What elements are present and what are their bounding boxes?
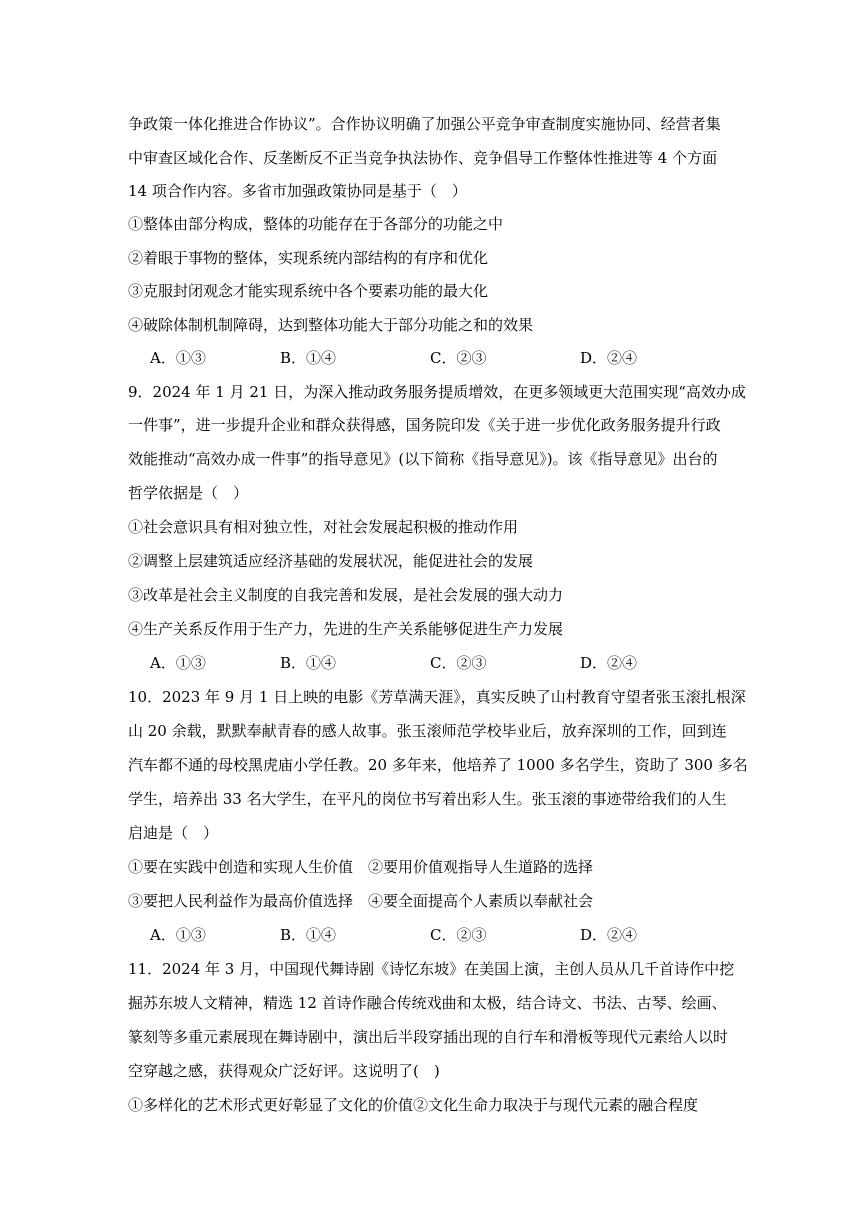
q11-stem-line: 空穿越之感，获得观众广泛好评。这说明了( ) bbox=[128, 1062, 440, 1080]
q9-option-c: C．②③ bbox=[430, 654, 487, 672]
q9-stem-line: 一件事”，进一步提升企业和群众获得感，国务院印发《关于进一步优化政务服务提升行政 bbox=[128, 416, 721, 434]
q8-option-a: A．①③ bbox=[150, 349, 206, 367]
q10-stem-line: 学生，培养出 33 名大学生，在平凡的岗位书写着出彩人生。张玉滚的事迹带给我们的人生 bbox=[128, 790, 727, 808]
q11-stem-line: 掘苏东坡人文精神，精选 12 首诗作融合传统戏曲和太极，结合诗文、书法、古琴、绘画、 bbox=[128, 994, 727, 1012]
q10-option-d: D．②④ bbox=[580, 926, 638, 944]
q10-option-c: C．②③ bbox=[430, 926, 487, 944]
q9-option-b: B．①④ bbox=[280, 654, 337, 672]
q11-stem-line: 篆刻等多重元素展现在舞诗剧中，演出后半段穿插出现的自行车和滑板等现代元素给人以时 bbox=[128, 1028, 729, 1046]
q10-stem-line: 汽车都不通的母校黑虎庙小学任教。20 多年来，他培养了 1000 多名学生，资助了 300 多名 bbox=[128, 756, 748, 774]
q8-stem-line: 14 项合作内容。多省市加强政策协同是基于（ ） bbox=[128, 182, 467, 200]
q10-option-b: B．①④ bbox=[280, 926, 337, 944]
q8-stem-line: 争政策一体化推进合作协议”。合作协议明确了加强公平竞争审查制度实施协同、经营者集 bbox=[128, 115, 721, 133]
q10-items-row-2: ③要把人民利益作为最高价值选择 ④要全面提高个人素质以奉献社会 bbox=[128, 892, 594, 910]
q11-stem-line: 11．2024 年 3 月，中国现代舞诗剧《诗忆东坡》在美国上演，主创人员从几千首诗作中挖 bbox=[128, 960, 735, 978]
q8-item-1: ①整体由部分构成，整体的功能存在于各部分的功能之中 bbox=[128, 215, 504, 233]
q8-options bbox=[150, 348, 710, 368]
q9-options bbox=[150, 653, 710, 673]
q8-option-b: B．①④ bbox=[280, 349, 337, 367]
q10-stem-line: 启迪是（ ） bbox=[128, 824, 219, 842]
q8-item-4: ④破除体制机制障碍，达到整体功能大于部分功能之和的效果 bbox=[128, 316, 534, 334]
q8-option-d: D．②④ bbox=[580, 349, 638, 367]
q10-stem-line: 10．2023 年 9 月 1 日上映的电影《芳草满天涯》，真实反映了山村教育守望者张玉滚扎根深 bbox=[128, 688, 746, 706]
q9-stem-line: 9．2024 年 1 月 21 日，为深入推动政务服务提质增效，在更多领域更大范围实现“高效办成 bbox=[128, 383, 746, 401]
q11-items-row-1: ①多样化的艺术形式更好彰显了文化的价值②文化生命力取决于与现代元素的融合程度 bbox=[128, 1096, 699, 1114]
q8-item-2: ②着眼于事物的整体，实现系统内部结构的有序和优化 bbox=[128, 249, 489, 267]
q9-option-d: D．②④ bbox=[580, 654, 638, 672]
q9-item-4: ④生产关系反作用于生产力，先进的生产关系能够促进生产力发展 bbox=[128, 620, 564, 638]
q9-item-2: ②调整上层建筑适应经济基础的发展状况，能促进社会的发展 bbox=[128, 552, 534, 570]
q10-options bbox=[150, 925, 710, 945]
q9-option-a: A．①③ bbox=[150, 654, 206, 672]
q9-stem-line: 哲学依据是（ ） bbox=[128, 484, 249, 502]
q9-item-1: ①社会意识具有相对独立性，对社会发展起积极的推动作用 bbox=[128, 518, 519, 536]
q9-item-3: ③改革是社会主义制度的自我完善和发展，是社会发展的强大动力 bbox=[128, 586, 564, 604]
q8-item-3: ③克服封闭观念才能实现系统中各个要素功能的最大化 bbox=[128, 282, 489, 300]
q10-items-row-1: ①要在实践中创造和实现人生价值 ②要用价值观指导人生道路的选择 bbox=[128, 858, 594, 876]
q8-option-c: C．②③ bbox=[430, 349, 487, 367]
q10-stem-line: 山 20 余载，默默奉献青春的感人故事。张玉滚师范学校毕业后，放弃深圳的工作，回到连 bbox=[128, 722, 727, 740]
q10-option-a: A．①③ bbox=[150, 926, 206, 944]
q8-stem-line: 中审查区域化合作、反垄断反不正当竞争执法协作、竞争倡导工作整体性推进等 4 个方面 bbox=[128, 149, 718, 167]
q9-stem-line: 效能推动“高效办成一件事”的指导意见》(以下简称《指导意见》)。该《指导意见》出台的 bbox=[128, 450, 718, 468]
